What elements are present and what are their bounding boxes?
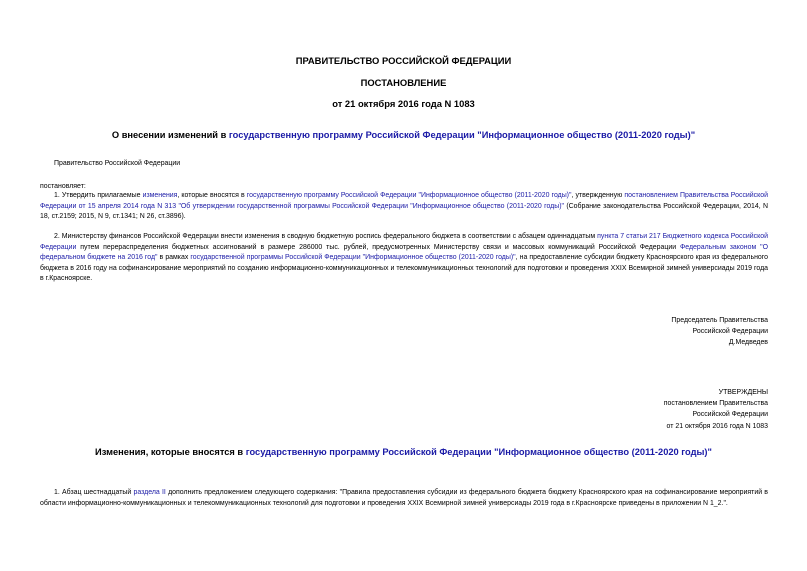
approved-line-3: от 21 октября 2016 года N 1083	[666, 422, 768, 430]
p2-text-1: 2. Министерству финансов Российской Федерации внести изменения в сводную бюджетную роспись федерального бюджета в соответствии с абзацем одиннадцатым	[54, 233, 598, 240]
p2-text-2: путем перераспределения бюджетных ассигнований в размере 286000 тыс. рублей, предусмотренных Министерству связи и массовых коммуникаций Российской Федерации	[76, 243, 680, 251]
decrees-word: постановляет:	[40, 183, 86, 190]
changes-title	[0, 447, 807, 458]
signature-name: Д.Медведев	[728, 339, 768, 347]
change1-text-2: дополнить предложением следующего содержания: "Правила предоставления субсидии из федерального бюджета бюджету Красноярского края на софинансирование мероприятий в области информационно-коммуникационных и телекоммуникационных технологий для подготовки и проведения XXIX Всемирной зимней универсиады 2019 года в г.Красноярске приведены в приложении N 1_2.".	[40, 489, 768, 507]
approved-line-2: Российской Федерации	[692, 411, 768, 419]
paragraph-1	[40, 191, 768, 223]
p1-text-3: , утвержденную	[571, 192, 625, 199]
p1-text-2: , которые вносятся в	[177, 192, 247, 199]
p1-changes-link[interactable]: изменения	[142, 192, 178, 199]
p2-federal-law-link[interactable]: Федеральным законом "О федеральном бюджете на 2016 год"	[40, 243, 768, 262]
document-date-number: от 21 октября 2016 года N 1083	[332, 98, 475, 109]
p1-program-link[interactable]: государственную программу Российской Федерации "Информационное общество (2011-2020 годы)"	[246, 192, 572, 199]
signature-position-2: Российской Федерации	[692, 328, 768, 336]
approved-word: УТВЕРЖДЕНЫ	[718, 389, 768, 396]
document-title	[0, 130, 807, 141]
p1-resolution-link[interactable]: постановлением Правительства Российской Федерации от 15 апреля 2014 года N 313 "Об утверждении государственной программы Российской Федерации "Информационное общество (2011-2020 годы)"	[40, 192, 768, 210]
change1-section-link[interactable]: раздела II	[133, 489, 166, 496]
change1-text-1: 1. Абзац шестнадцатый	[54, 489, 134, 496]
changes-title-prefix: Изменения, которые вносятся в	[95, 447, 246, 457]
issuer: Правительство Российской Федерации	[54, 160, 181, 167]
p2-text-4: , на предоставление субсидии бюджету Красноярского края из федерального бюджета в 2016 году на софинансирование мероприятий по созданию информационно-коммуникационных и телекоммуникационных технологий для подготовки и проведения XXIX Всемирной зимней универсиады 2019 года в г.Красноярске.	[40, 254, 769, 283]
p1-text-4: (Собрание законодательства Российской Федерации, 2014, N 18, ст.2159; 2015, N 9, ст.1341; N 26, ст.3896).	[40, 202, 768, 221]
approved-line-1: постановлением Правительства	[663, 400, 768, 408]
p1-text-1: 1. Утвердить прилагаемые	[54, 192, 143, 199]
document-type: ПОСТАНОВЛЕНИЕ	[360, 77, 447, 88]
paragraph-2	[40, 232, 768, 285]
changes-program-link[interactable]: государственную программу Российской Федерации "Информационное общество (2011-2020 годы)"	[245, 447, 712, 457]
p2-text-3: в рамках	[157, 254, 191, 262]
government-heading: ПРАВИТЕЛЬСТВО РОССИЙСКОЙ ФЕДЕРАЦИИ	[295, 55, 512, 66]
signature-block	[671, 315, 768, 349]
approval-block	[664, 387, 768, 432]
change-item-1	[40, 488, 768, 509]
title-prefix: О внесении изменений в	[111, 130, 229, 140]
title-program-link[interactable]: государственную программу Российской Федерации "Информационное общество (2011-2020 годы)"	[228, 130, 696, 140]
signature-position-1: Председатель Правительства	[671, 317, 768, 324]
p2-program-link[interactable]: государственной программы Российской Федерации "Информационное общество (2011-2020 годы)"	[190, 254, 516, 262]
p2-budget-code-link[interactable]: пункта 7 статьи 217 Бюджетного кодекса Российской Федерации	[40, 233, 768, 251]
